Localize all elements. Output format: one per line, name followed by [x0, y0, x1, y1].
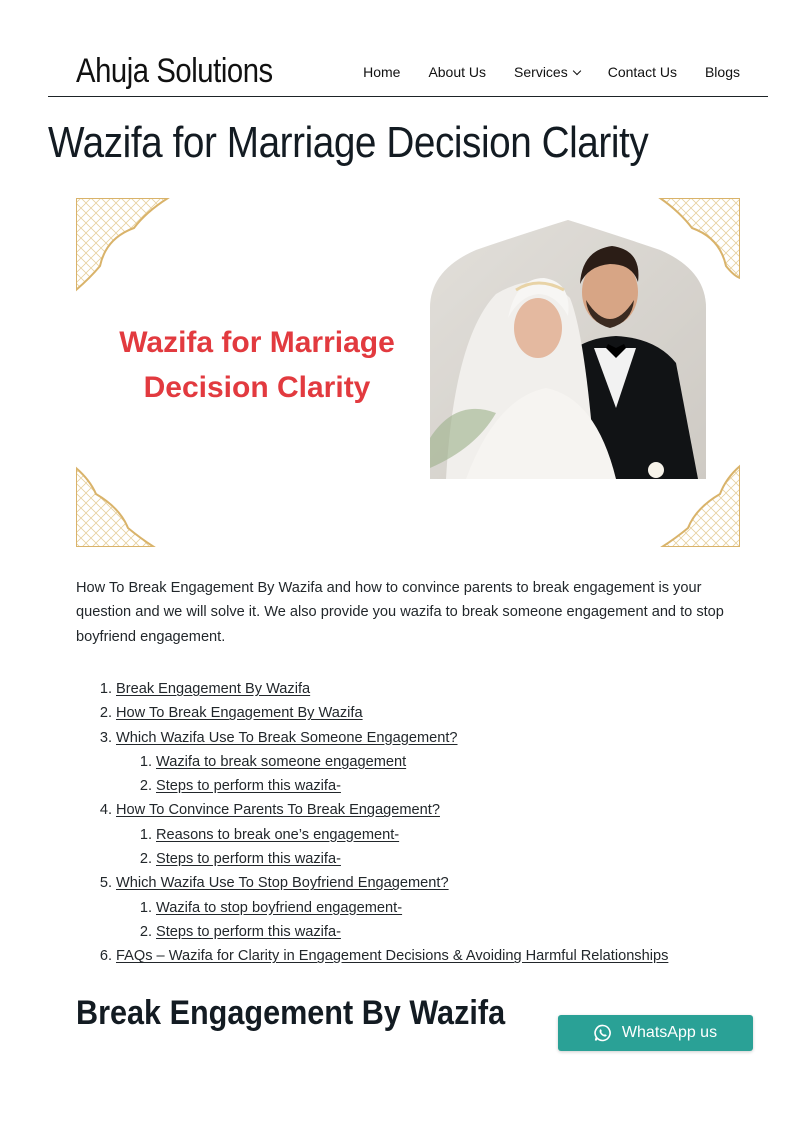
whatsapp-icon — [594, 1024, 612, 1042]
toc-link[interactable]: Wazifa to break someone engagement — [156, 753, 407, 770]
toc-link[interactable]: Steps to perform this wazifa- — [156, 851, 341, 868]
toc-list — [76, 677, 740, 969]
toc-link[interactable]: How To Break Engagement By Wazifa — [116, 705, 363, 722]
toc-item-number: 2. — [139, 923, 152, 940]
toc-item — [76, 774, 740, 798]
toc-item — [76, 750, 740, 774]
toc-link[interactable]: Reasons to break one’s engagement- — [156, 826, 400, 843]
bride-and-groom-photo — [430, 218, 706, 480]
nav-services[interactable] — [514, 64, 580, 80]
toc-item — [76, 896, 740, 920]
toc-item — [76, 726, 740, 750]
toc-link[interactable]: Break Engagement By Wazifa — [116, 681, 311, 697]
toc-link[interactable]: Steps to perform this wazifa- — [156, 778, 341, 795]
nav-label: Contact Us — [607, 64, 677, 80]
toc-link[interactable]: Which Wazifa Use To Stop Boyfriend Engagement? — [116, 875, 449, 892]
toc-item-number: 5. — [99, 875, 112, 892]
toc-item-number: 3. — [99, 729, 112, 746]
nav-label: Blogs — [704, 64, 740, 80]
site-header — [48, 40, 768, 97]
toc-item-number: 2. — [139, 778, 152, 795]
toc-item — [76, 823, 740, 847]
toc-item-number: 1. — [139, 899, 152, 916]
corner-ornament-top-left — [76, 198, 168, 290]
nav-label: Home — [363, 64, 401, 80]
toc-link[interactable]: FAQs – Wazifa for Clarity in Engagement Decisions & Avoiding Harmful Relationships — [116, 948, 669, 965]
toc-item — [76, 798, 740, 822]
toc-item — [76, 871, 740, 895]
toc-item-number: 1. — [139, 826, 152, 843]
toc-item — [76, 701, 740, 725]
main-nav — [363, 64, 740, 80]
toc-item-number: 1. — [99, 681, 112, 697]
toc-item — [76, 944, 740, 968]
hero-image — [76, 198, 740, 547]
table-of-contents — [76, 677, 740, 969]
toc-item-number: 6. — [99, 948, 112, 965]
whatsapp-label: WhatsApp us — [621, 1024, 718, 1041]
page-title: Wazifa for Marriage Decision Clarity — [48, 118, 649, 167]
toc-link[interactable]: Wazifa to stop boyfriend engagement- — [156, 899, 403, 916]
toc-item-number: 2. — [99, 705, 112, 722]
nav-contact-us[interactable] — [608, 64, 677, 80]
toc-item-number: 4. — [99, 802, 112, 819]
nav-blogs[interactable] — [705, 64, 740, 80]
nav-label: About Us — [428, 64, 487, 80]
site-title[interactable]: Ahuja Solutions — [76, 52, 273, 90]
hero-title — [76, 320, 438, 410]
hero-title-line: Decision Clarity — [143, 371, 371, 404]
section-heading: Break Engagement By Wazifa — [76, 994, 506, 1032]
toc-item-number: 1. — [139, 753, 152, 770]
nav-label: Services — [514, 64, 568, 80]
toc-item — [76, 847, 740, 871]
corner-ornament-bottom-left — [76, 468, 154, 547]
chevron-down-icon — [572, 66, 580, 74]
toc-link[interactable]: How To Convince Parents To Break Engagement? — [116, 802, 440, 819]
toc-link[interactable]: Which Wazifa Use To Break Someone Engagement? — [116, 729, 458, 746]
toc-item-number: 2. — [139, 851, 152, 868]
toc-item — [76, 677, 740, 701]
nav-about-us[interactable] — [428, 64, 486, 80]
intro-paragraph: How To Break Engagement By Wazifa and how to convince parents to break engagement is your question and we will solve it. We also provide you wazifa to break someone engagement and to stop boyfriend engagement. — [76, 580, 724, 645]
toc-link[interactable]: Steps to perform this wazifa- — [156, 923, 341, 940]
nav-home[interactable] — [363, 64, 400, 80]
hero-title-line: Wazifa for Marriage — [119, 326, 395, 359]
toc-item — [76, 920, 740, 944]
whatsapp-button[interactable] — [558, 1015, 753, 1051]
